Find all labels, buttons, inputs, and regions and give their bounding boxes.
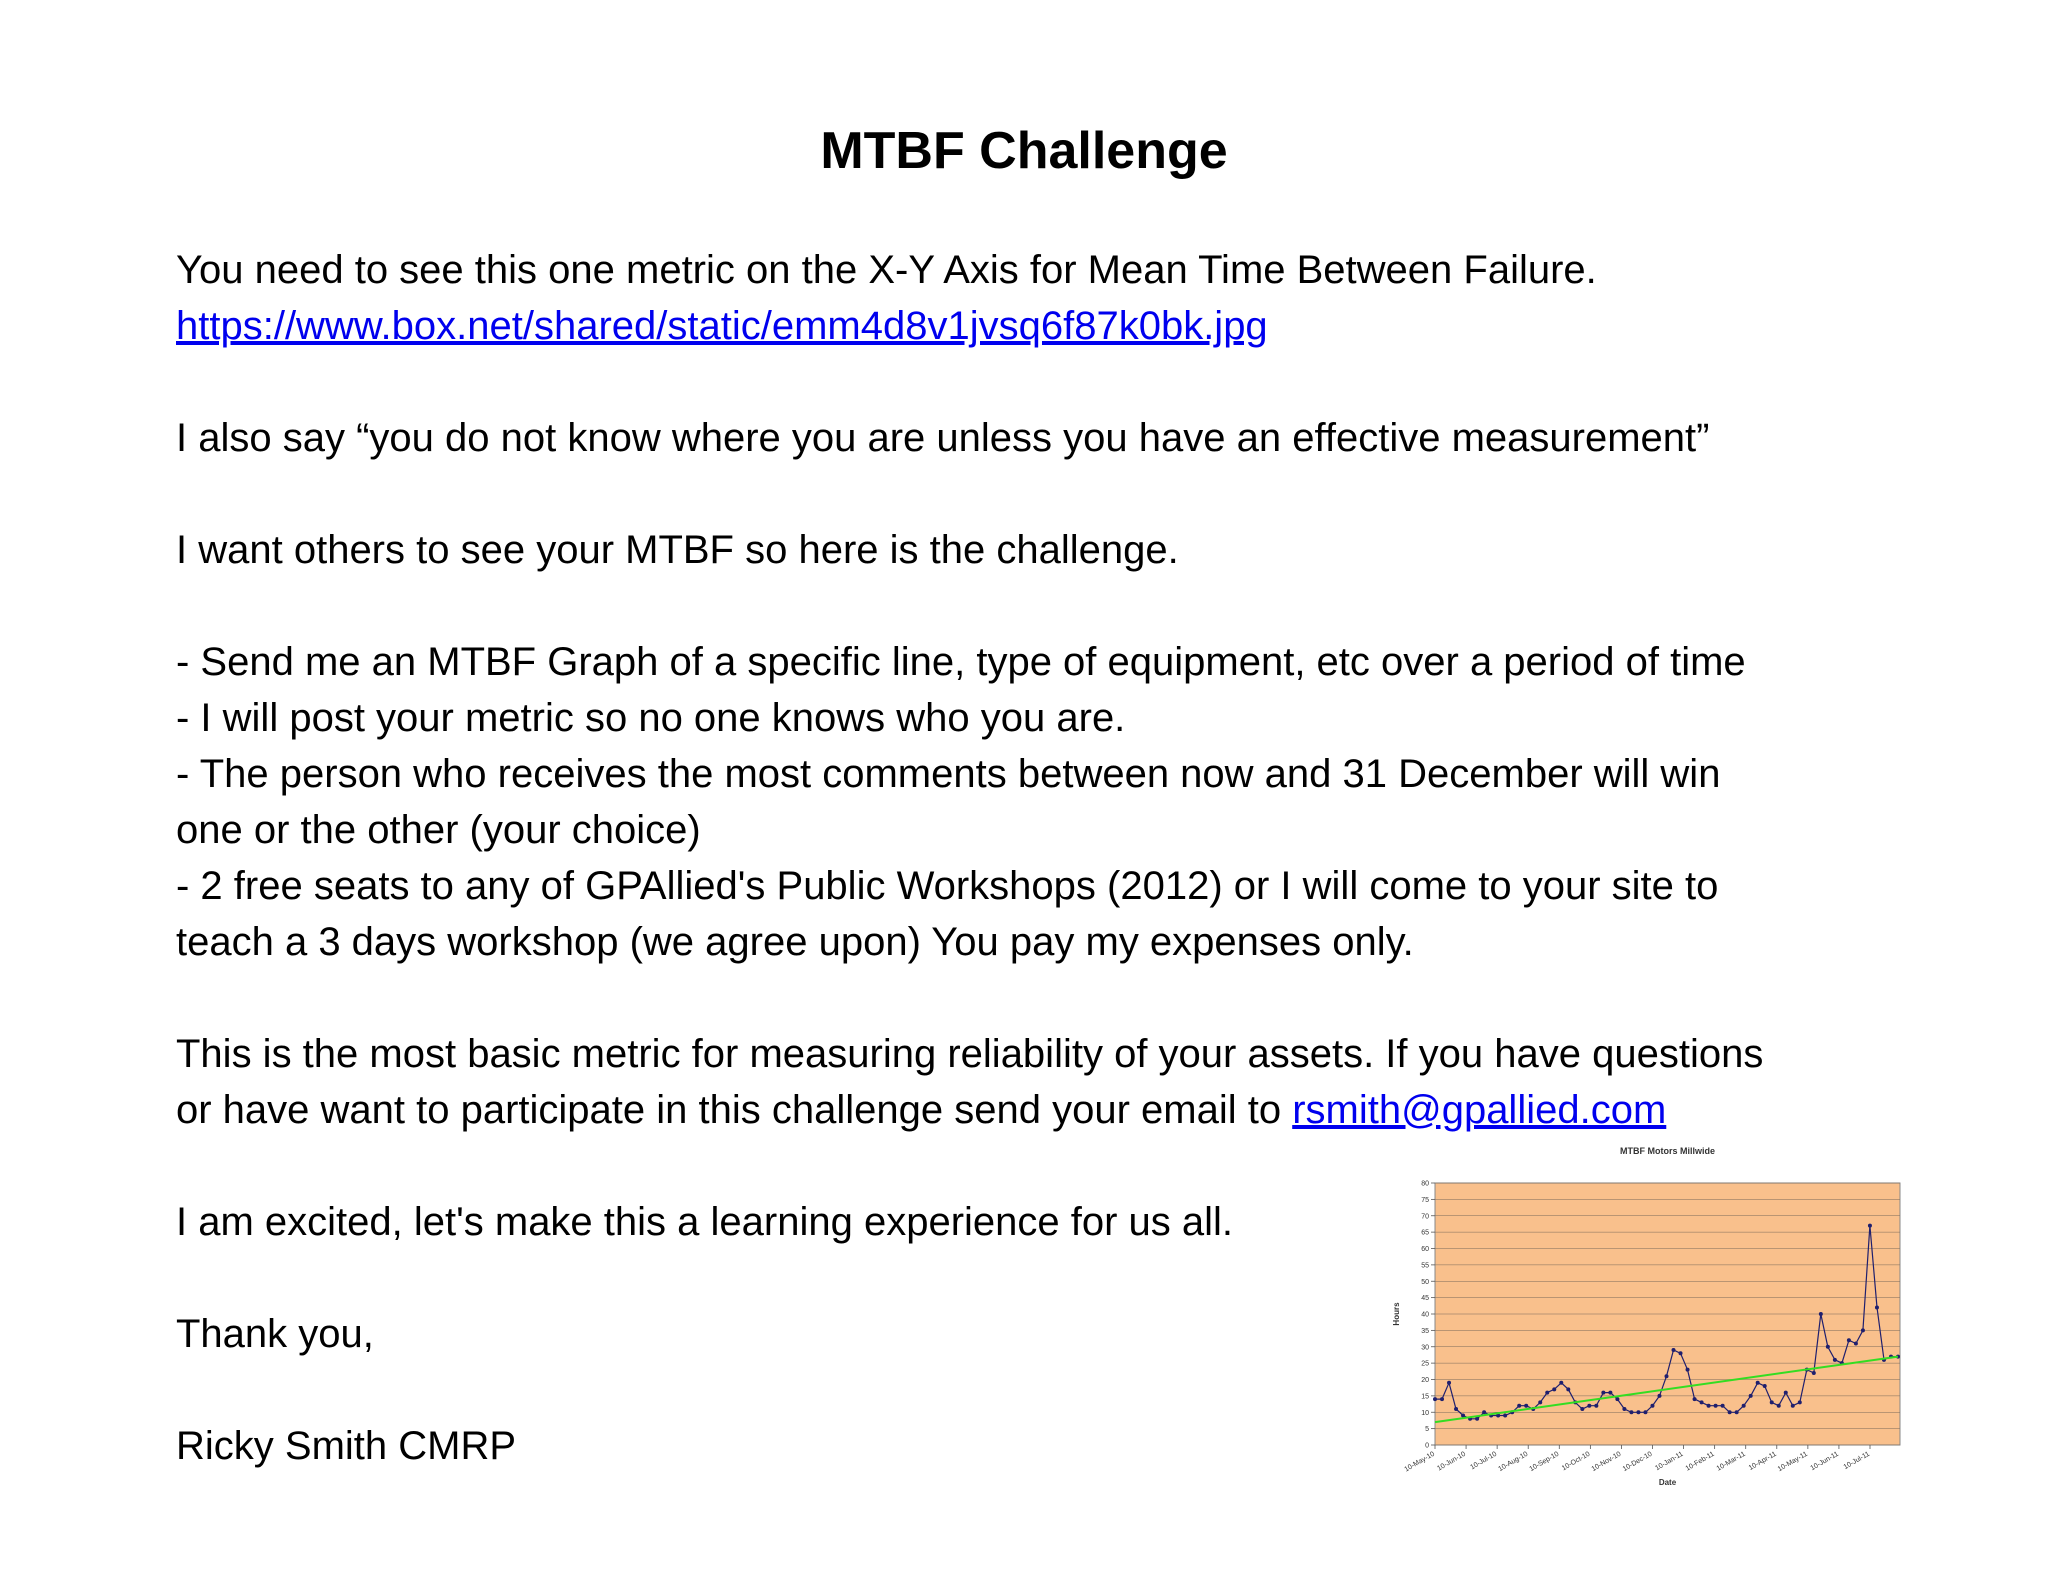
mtbf-point-28 <box>1629 1410 1633 1414</box>
mtbf-point-27 <box>1622 1407 1626 1411</box>
mtbf-point-32 <box>1657 1394 1661 1398</box>
bullet-prize-line2: teach a 3 days workshop (we agree upon) You pay my expenses only. <box>176 920 1414 964</box>
mtbf-point-30 <box>1643 1410 1647 1414</box>
x-tick-label-1: 10-Jun-10 <box>1436 1450 1468 1473</box>
mtbf-point-7 <box>1482 1410 1486 1414</box>
signature-text: Ricky Smith CMRP <box>176 1424 517 1468</box>
mtbf-chart-svg <box>1385 1140 1905 1490</box>
x-tick-label-4: 10-Sep-10 <box>1528 1450 1561 1474</box>
y-tick-label-20: 20 <box>1421 1377 1429 1384</box>
x-axis-label: Date <box>1658 1478 1677 1487</box>
mtbf-point-29 <box>1636 1410 1640 1414</box>
mtbf-chart <box>1385 1140 1905 1490</box>
quote-text: I also say “you do not know where you are unless you have an effective measurement” <box>176 416 1710 460</box>
mtbf-point-3 <box>1454 1407 1458 1411</box>
mtbf-point-17 <box>1552 1387 1556 1391</box>
bullet-send-graph: - Send me an MTBF Graph of a specific line, type of equipment, etc over a period of time <box>176 640 1746 684</box>
mtbf-point-49 <box>1777 1404 1781 1408</box>
thanks-text: Thank you, <box>176 1312 374 1356</box>
mtbf-point-43 <box>1735 1410 1739 1414</box>
mtbf-point-37 <box>1693 1397 1697 1401</box>
mtbf-point-56 <box>1826 1345 1830 1349</box>
challenge-intro-text: I want others to see your MTBF so here is the challenge. <box>176 528 1179 572</box>
y-tick-label-75: 75 <box>1421 1196 1429 1204</box>
y-tick-label-25: 25 <box>1421 1360 1429 1368</box>
mtbf-point-0 <box>1433 1397 1437 1401</box>
x-tick-label-5: 10-Oct-10 <box>1560 1450 1592 1473</box>
page-title: MTBF Challenge <box>820 122 1228 180</box>
mtbf-point-46 <box>1756 1381 1760 1385</box>
intro-text: You need to see this one metric on the X-Y Axis for Mean Time Between Failure. <box>176 248 1597 292</box>
mtbf-point-16 <box>1545 1391 1549 1395</box>
y-tick-label-60: 60 <box>1421 1246 1429 1253</box>
mtbf-point-48 <box>1770 1400 1774 1404</box>
mtbf-point-6 <box>1475 1417 1479 1421</box>
x-tick-label-2: 10-Jul-10 <box>1469 1450 1499 1472</box>
mtbf-point-57 <box>1833 1358 1837 1362</box>
mtbf-point-19 <box>1566 1387 1570 1391</box>
y-tick-label-65: 65 <box>1421 1229 1429 1237</box>
y-tick-label-5: 5 <box>1425 1426 1429 1434</box>
y-tick-label-40: 40 <box>1421 1311 1429 1319</box>
mtbf-point-22 <box>1587 1404 1591 1408</box>
mtbf-point-59 <box>1847 1338 1851 1342</box>
mtbf-point-55 <box>1819 1312 1823 1316</box>
mtbf-point-50 <box>1784 1391 1788 1395</box>
mtbf-point-44 <box>1742 1404 1746 1408</box>
mtbf-point-34 <box>1672 1348 1676 1352</box>
mtbf-point-52 <box>1798 1400 1802 1404</box>
x-tick-label-12: 10-May-11 <box>1776 1450 1809 1474</box>
mtbf-point-18 <box>1559 1381 1563 1385</box>
bullet-comments-line2: one or the other (your choice) <box>176 808 701 852</box>
y-tick-label-35: 35 <box>1421 1327 1429 1335</box>
email-link[interactable]: rsmith@gpallied.com <box>1292 1088 1667 1132</box>
mtbf-point-51 <box>1791 1404 1795 1408</box>
mtbf-point-36 <box>1686 1368 1690 1372</box>
x-tick-label-0: 10-May-10 <box>1403 1450 1436 1474</box>
x-tick-label-6: 10-Nov-10 <box>1590 1450 1623 1474</box>
mtbf-point-45 <box>1749 1394 1753 1398</box>
y-tick-label-10: 10 <box>1421 1409 1429 1417</box>
mtbf-point-1 <box>1440 1397 1444 1401</box>
x-tick-label-13: 10-Jun-11 <box>1809 1450 1840 1473</box>
x-tick-label-14: 10-Jul-11 <box>1842 1450 1871 1472</box>
bullet-post-metric: - I will post your metric so no one knows who you are. <box>176 696 1126 740</box>
mtbf-point-54 <box>1812 1371 1816 1375</box>
y-tick-label-50: 50 <box>1421 1278 1429 1286</box>
x-tick-label-11: 10-Apr-11 <box>1747 1450 1778 1473</box>
mtbf-point-25 <box>1608 1391 1612 1395</box>
mtbf-point-61 <box>1861 1328 1865 1332</box>
x-tick-label-10: 10-Mar-11 <box>1715 1450 1747 1473</box>
closing-line2 <box>176 1082 1896 1138</box>
mtbf-point-39 <box>1707 1404 1711 1408</box>
mtbf-point-33 <box>1665 1374 1669 1378</box>
mtbf-point-2 <box>1447 1381 1451 1385</box>
mtbf-point-24 <box>1601 1391 1605 1395</box>
mtbf-point-15 <box>1538 1400 1542 1404</box>
mtbf-point-62 <box>1868 1224 1872 1228</box>
y-tick-label-0: 0 <box>1425 1442 1429 1450</box>
y-axis-label: Hours <box>1392 1302 1401 1326</box>
mtbf-point-23 <box>1594 1404 1598 1408</box>
mtbf-point-40 <box>1714 1404 1718 1408</box>
x-tick-label-3: 10-Aug-10 <box>1497 1450 1530 1474</box>
image-link[interactable]: https://www.box.net/shared/static/emm4d8v1jvsq6f87k0bk.jpg <box>176 304 1268 348</box>
mtbf-point-38 <box>1700 1400 1704 1404</box>
x-tick-label-7: 10-Dec-10 <box>1621 1450 1654 1474</box>
mtbf-point-47 <box>1763 1384 1767 1388</box>
y-tick-label-80: 80 <box>1421 1180 1429 1188</box>
bullet-comments-line1: - The person who receives the most comments between now and 31 December will win <box>176 752 1721 796</box>
x-tick-label-8: 10-Jan-11 <box>1654 1450 1685 1473</box>
mtbf-point-42 <box>1728 1410 1732 1414</box>
excited-text: I am excited, let's make this a learning experience for us all. <box>176 1200 1234 1244</box>
y-tick-label-15: 15 <box>1421 1393 1429 1401</box>
x-tick-label-9: 10-Feb-11 <box>1684 1450 1716 1473</box>
y-tick-label-45: 45 <box>1421 1295 1429 1303</box>
closing-line2-text: or have want to participate in this challenge send your email to <box>176 1088 1293 1132</box>
mtbf-point-21 <box>1580 1407 1584 1411</box>
mtbf-point-35 <box>1679 1351 1683 1355</box>
mtbf-point-63 <box>1875 1305 1879 1309</box>
y-tick-label-55: 55 <box>1421 1262 1429 1270</box>
y-tick-label-70: 70 <box>1421 1213 1429 1221</box>
mtbf-point-31 <box>1650 1404 1654 1408</box>
mtbf-point-60 <box>1854 1341 1858 1345</box>
mtbf-point-12 <box>1517 1404 1521 1408</box>
chart-title: MTBF Motors Millwide <box>1620 1146 1715 1156</box>
mtbf-point-26 <box>1615 1397 1619 1401</box>
y-tick-label-30: 30 <box>1421 1344 1429 1352</box>
mtbf-point-10 <box>1503 1414 1507 1418</box>
closing-line1: This is the most basic metric for measuring reliability of your assets. If you have questions <box>176 1032 1764 1076</box>
mtbf-point-13 <box>1524 1404 1528 1408</box>
mtbf-point-41 <box>1721 1404 1725 1408</box>
bullet-prize-line1: - 2 free seats to any of GPAllied's Public Workshops (2012) or I will come to your site to <box>176 864 1719 908</box>
